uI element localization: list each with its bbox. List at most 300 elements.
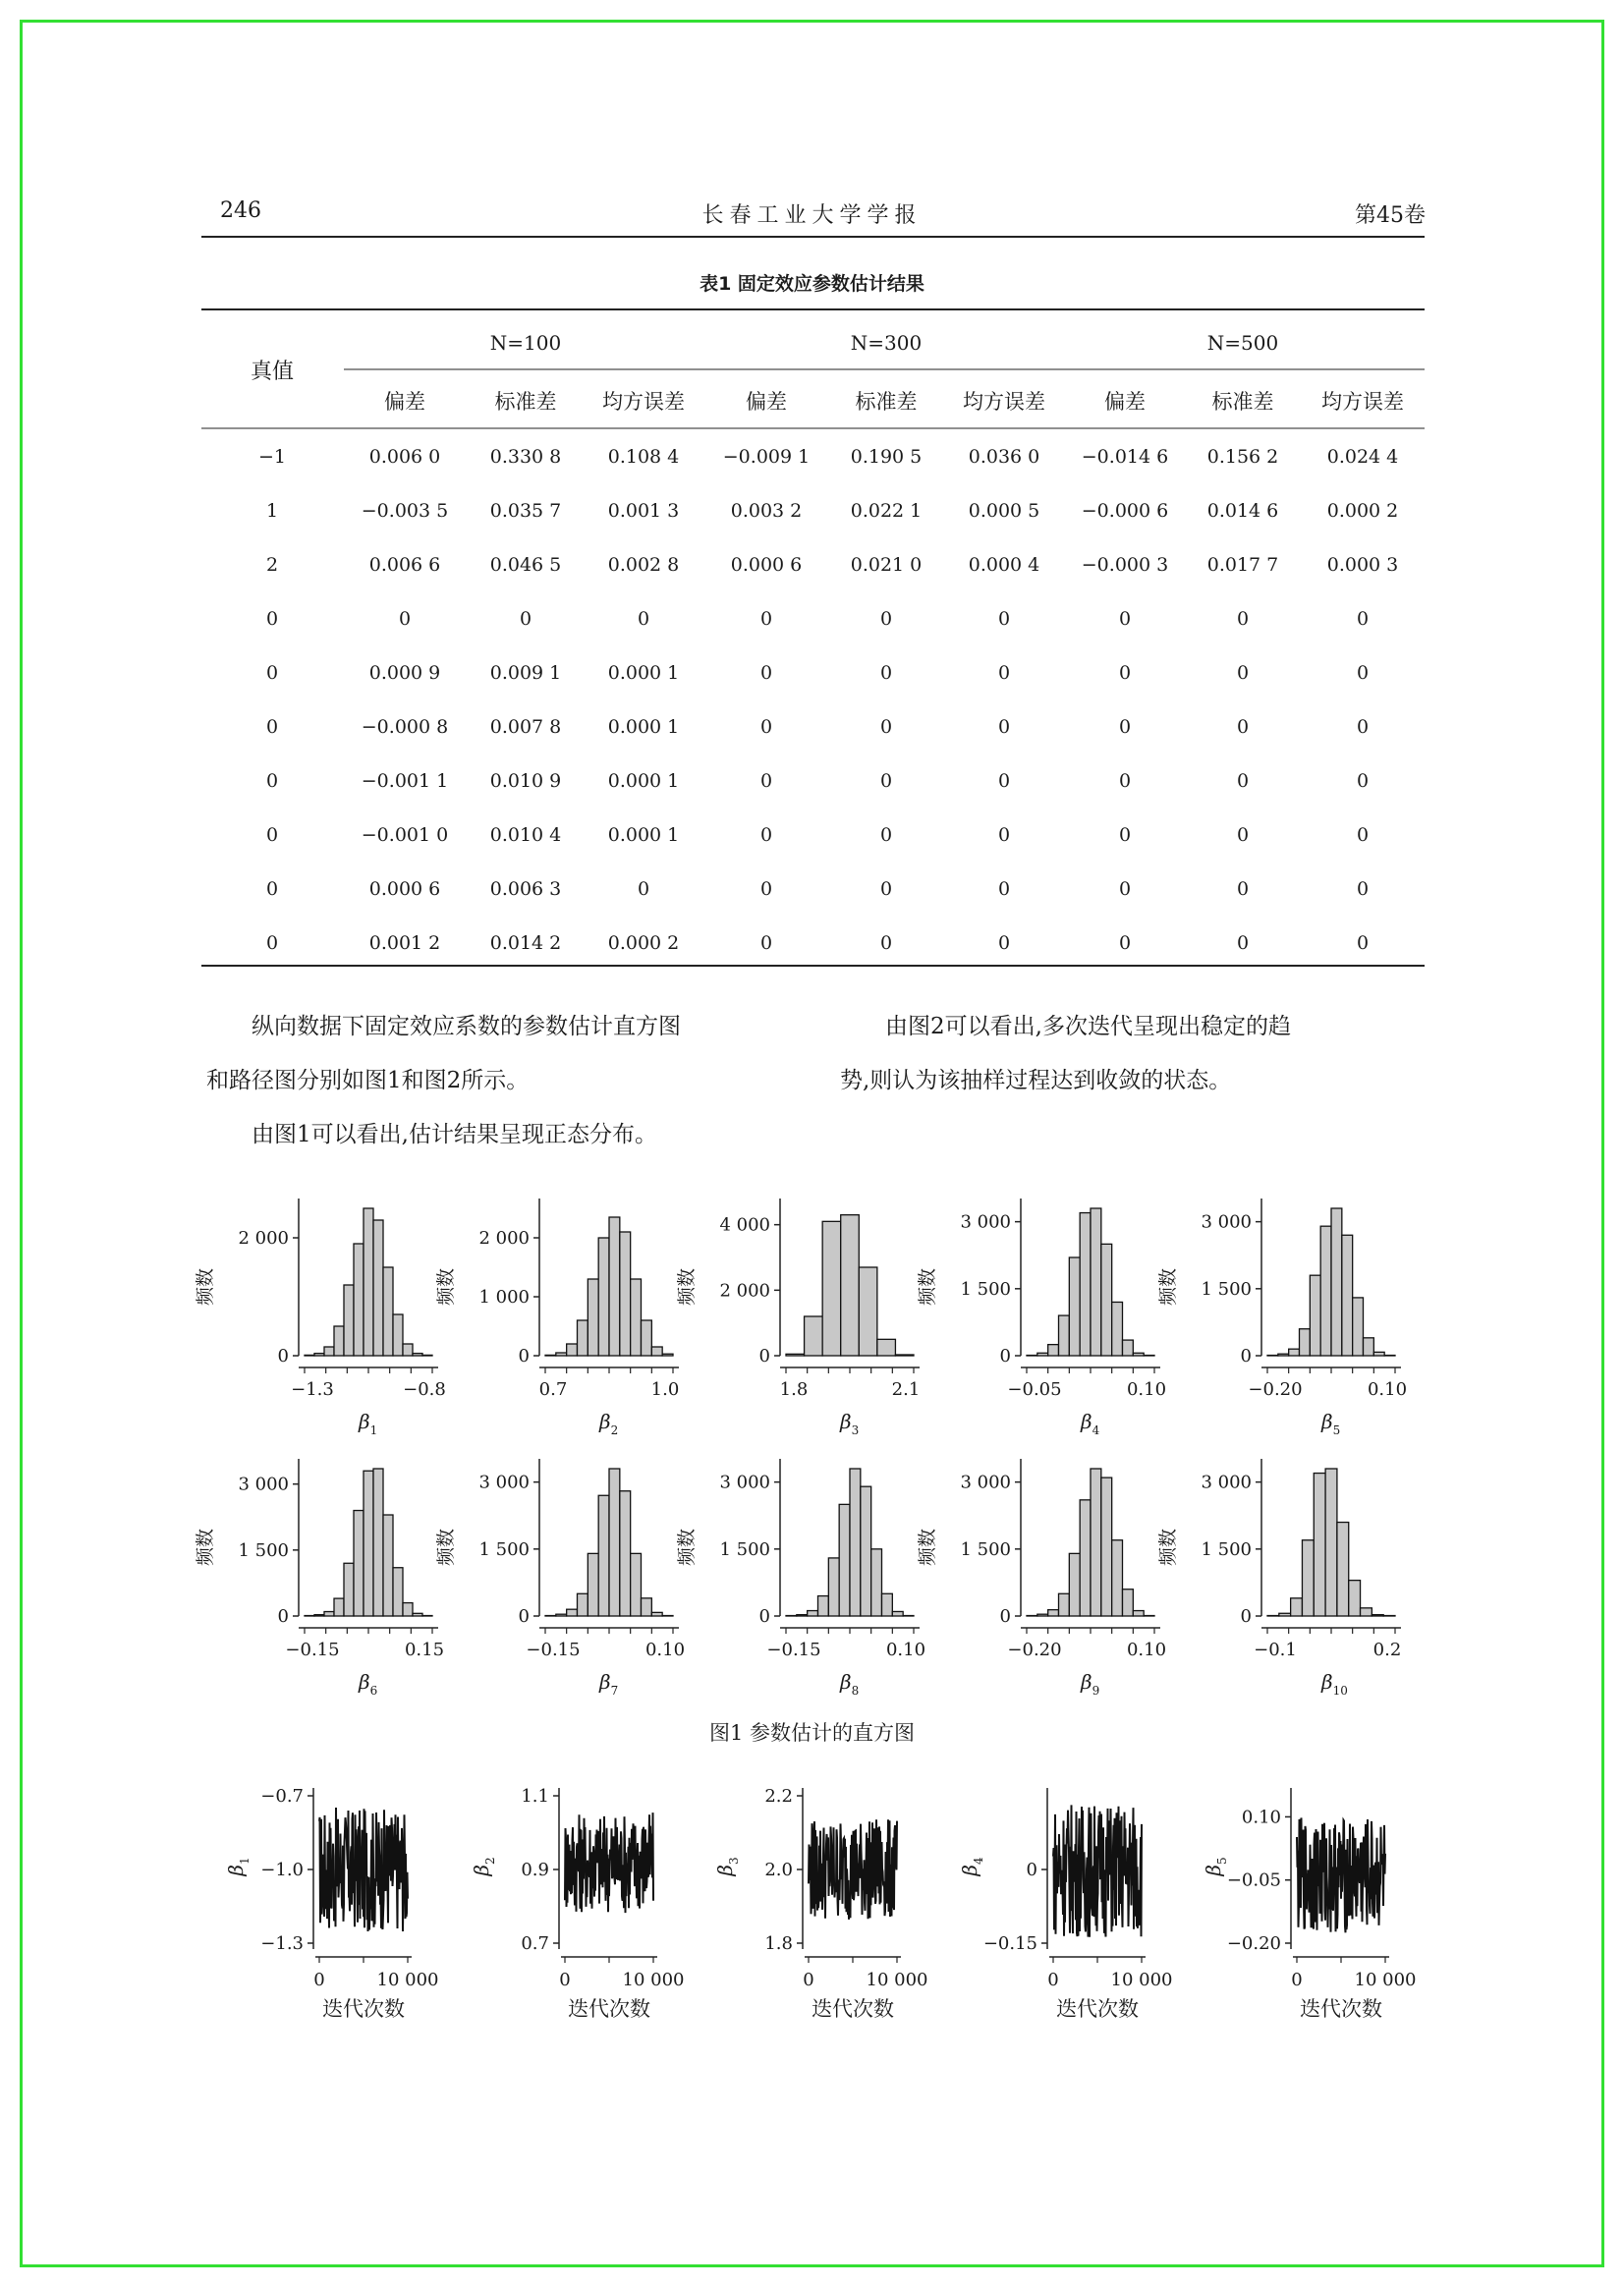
table-cell: 0.000 3 xyxy=(1326,554,1399,576)
trace-ylabel-subscript: 3 xyxy=(727,1857,741,1866)
histogram-bar xyxy=(1337,1523,1349,1616)
table-cell: 0 xyxy=(759,824,773,846)
histogram-xlabel-subscript: 10 xyxy=(1332,1684,1348,1698)
histogram-panel xyxy=(195,1199,446,1437)
histogram-y-tick-label: 3 000 xyxy=(478,1472,530,1493)
histogram-figure xyxy=(0,1189,1624,1698)
table-cell: −0.009 1 xyxy=(722,446,811,468)
histogram-bar xyxy=(1353,1298,1364,1356)
table-cell: 0 xyxy=(1118,932,1132,954)
table-cell: 0 xyxy=(1356,716,1370,738)
histogram-bar xyxy=(1112,1540,1123,1616)
histogram-ylabel: 频数 xyxy=(1157,1267,1179,1307)
histogram-bar xyxy=(631,1279,642,1356)
table-cell: 0 xyxy=(1118,608,1132,630)
histogram-bar xyxy=(1372,1615,1383,1616)
table-true-value: 2 xyxy=(265,554,279,576)
histogram-x-tick-label: −0.15 xyxy=(766,1640,821,1660)
histogram-bar xyxy=(1302,1540,1314,1616)
table-cell: 0 xyxy=(1356,770,1370,792)
histogram-panel xyxy=(1157,1199,1407,1437)
histogram-y-tick-label: 0 xyxy=(277,1606,289,1627)
histogram-bar xyxy=(588,1279,598,1356)
histogram-bar xyxy=(892,1611,903,1616)
table-cell: 0.000 2 xyxy=(1326,500,1399,522)
histogram-xlabel: $\beta_1$ xyxy=(359,1410,378,1437)
table-cell: 0 xyxy=(1118,878,1132,900)
histogram-ylabel: 频数 xyxy=(676,1528,698,1567)
histogram-xlabel: $\beta_6$ xyxy=(359,1670,378,1698)
histogram-ylabel: 频数 xyxy=(676,1267,698,1307)
table-cell: 0.014 2 xyxy=(489,932,562,954)
table-true-value: −1 xyxy=(257,446,287,468)
trace-y-tick-label: 0.10 xyxy=(1241,1807,1281,1828)
trace-y-tick-label: −0.05 xyxy=(1226,1869,1281,1891)
histogram-bar xyxy=(567,1609,578,1616)
histogram-bar xyxy=(1048,1610,1059,1616)
table-cell: 0 xyxy=(637,878,650,900)
histogram-bar xyxy=(1101,1244,1112,1356)
histogram-bar xyxy=(1373,1352,1384,1356)
histogram-bar xyxy=(324,1612,334,1616)
table-true-value: 0 xyxy=(265,716,279,738)
table-cell: 0.330 8 xyxy=(489,446,562,468)
trace-x-tick-label: 10 000 xyxy=(376,1970,439,1990)
histogram-y-tick-label: 0 xyxy=(758,1606,770,1627)
table-cell: 0 xyxy=(879,932,893,954)
histogram-x-tick-label: 0.10 xyxy=(644,1640,686,1660)
trace-panel xyxy=(470,1786,684,2021)
table-true-value: 0 xyxy=(265,770,279,792)
trace-x-tick-label: 10 000 xyxy=(622,1970,685,1990)
table-cell: 0.010 9 xyxy=(489,770,562,792)
table-cell: 0.024 4 xyxy=(1326,446,1399,468)
trace-y-tick-label: 2.0 xyxy=(764,1860,793,1880)
histogram-bar xyxy=(413,1354,422,1356)
histogram-y-tick-label: 0 xyxy=(1240,1346,1252,1367)
histogram-y-tick-label: 1 000 xyxy=(478,1287,530,1308)
table-row-header: 真值 xyxy=(250,360,295,384)
histogram-y-tick-label: 1 500 xyxy=(960,1278,1011,1300)
table-cell: 0 xyxy=(879,662,893,684)
header-rule xyxy=(201,236,1425,238)
histogram-bar xyxy=(324,1347,334,1356)
histogram-x-tick-label: −0.8 xyxy=(403,1379,446,1400)
histogram-bar xyxy=(1101,1478,1112,1616)
table-subheader: 标准差 xyxy=(494,390,557,414)
histogram-bar xyxy=(598,1495,609,1616)
table-cell: 0 xyxy=(759,662,773,684)
histogram-y-tick-label: 0 xyxy=(518,1346,530,1367)
body-line: 由图1可以看出,估计结果呈现正态分布。 xyxy=(252,1122,657,1147)
histogram-bar xyxy=(556,1353,567,1356)
histogram-x-tick-label: 0.7 xyxy=(538,1379,568,1400)
table-cell: 0 xyxy=(997,608,1011,630)
histogram-bar xyxy=(861,1486,871,1616)
histogram-x-tick-label: −0.1 xyxy=(1254,1640,1297,1660)
histogram-bar xyxy=(1325,1469,1337,1616)
histogram-bar xyxy=(1080,1500,1091,1616)
table-cell: 0 xyxy=(997,878,1011,900)
histogram-xlabel-subscript: 4 xyxy=(1092,1423,1100,1437)
trace-ylabel-subscript: 5 xyxy=(1215,1857,1229,1866)
histogram-bar xyxy=(828,1558,839,1616)
histogram-bar xyxy=(786,1354,805,1356)
histogram-bar xyxy=(882,1593,893,1616)
histogram-bar xyxy=(1037,1353,1048,1356)
table-cell: 0.035 7 xyxy=(489,500,562,522)
histogram-x-tick-label: −0.20 xyxy=(1007,1640,1062,1660)
trace-x-tick-label: 10 000 xyxy=(866,1970,928,1990)
table-cell: 0.156 2 xyxy=(1206,446,1279,468)
histogram-panel xyxy=(1157,1459,1401,1698)
body-line: 势,则认为该抽样过程达到收敛的状态。 xyxy=(840,1068,1232,1093)
histogram-bar xyxy=(364,1471,373,1616)
table-cell: 0.003 2 xyxy=(730,500,803,522)
histogram-bar xyxy=(805,1316,823,1356)
histogram-x-tick-label: 0.2 xyxy=(1372,1640,1402,1660)
table-cell: 0.000 1 xyxy=(607,770,680,792)
trace-y-tick-label: 0.7 xyxy=(521,1933,549,1954)
table-cell: 0 xyxy=(1236,716,1250,738)
table-cell: 0 xyxy=(879,716,893,738)
table-cell: −0.003 5 xyxy=(361,500,449,522)
histogram-bar xyxy=(620,1232,631,1356)
table-caption: 表1 固定效应参数估计结果 xyxy=(700,273,924,295)
histogram-bar xyxy=(373,1469,383,1616)
table-cell: 0 xyxy=(1236,932,1250,954)
table-cell: 0 xyxy=(759,932,773,954)
histogram-y-tick-label: 4 000 xyxy=(719,1214,770,1236)
histogram-xlabel-subscript: 9 xyxy=(1092,1684,1100,1698)
histogram-bar xyxy=(620,1491,631,1616)
histogram-bar xyxy=(651,1612,662,1616)
histogram-bar xyxy=(383,1515,393,1616)
histogram-y-tick-label: 0 xyxy=(758,1346,770,1367)
histogram-bar xyxy=(1123,1590,1134,1616)
trace-line xyxy=(565,1813,653,1913)
histogram-bar xyxy=(383,1267,393,1356)
table-cell: −0.001 1 xyxy=(361,770,449,792)
table-group-header: N=300 xyxy=(850,331,923,355)
table-cell: 0.009 1 xyxy=(489,662,562,684)
histogram-bar xyxy=(1069,1257,1080,1356)
histogram-y-tick-label: 2 000 xyxy=(719,1280,770,1302)
histogram-bar xyxy=(588,1553,598,1616)
table-cell: 0.036 0 xyxy=(968,446,1040,468)
trace-ylabel-subscript: 4 xyxy=(972,1857,985,1866)
histogram-ylabel: 频数 xyxy=(195,1267,216,1307)
histogram-y-tick-label: 1 500 xyxy=(960,1538,1011,1560)
table-cell: 0 xyxy=(997,932,1011,954)
histogram-xlabel: $\beta_4$ xyxy=(1081,1410,1100,1437)
trace-y-tick-label: −1.0 xyxy=(260,1860,304,1880)
histogram-panel xyxy=(435,1459,685,1698)
histogram-bar xyxy=(1133,1353,1144,1356)
histogram-x-tick-label: −0.20 xyxy=(1248,1379,1303,1400)
table-subheader: 标准差 xyxy=(1211,390,1274,414)
table-cell: 0.014 6 xyxy=(1206,500,1279,522)
journal-title: 长春工业大学学报 xyxy=(701,203,923,228)
table-cell: 0 xyxy=(879,824,893,846)
trace-figure xyxy=(0,1768,1624,2043)
histogram-bar xyxy=(1123,1340,1134,1356)
trace-panel xyxy=(958,1788,1172,2021)
histogram-y-tick-label: 1 500 xyxy=(478,1538,530,1560)
histogram-x-tick-label: 0.15 xyxy=(404,1640,445,1660)
histogram-xlabel-subscript: 7 xyxy=(610,1684,619,1698)
histogram-bar xyxy=(344,1285,354,1356)
table-true-value: 0 xyxy=(265,824,279,846)
body-line: 纵向数据下固定效应系数的参数估计直方图 xyxy=(252,1014,681,1039)
trace-y-tick-label: 1.1 xyxy=(521,1786,549,1807)
table-subheader: 偏差 xyxy=(746,390,787,414)
table-subheader: 均方误差 xyxy=(963,390,1045,414)
histogram-bar xyxy=(334,1598,344,1616)
table-cell: 0 xyxy=(1118,824,1132,846)
histogram-y-tick-label: 0 xyxy=(999,1346,1011,1367)
trace-panel xyxy=(1202,1788,1416,2021)
trace-line xyxy=(1053,1805,1142,1936)
trace-y-tick-label: 2.2 xyxy=(764,1786,793,1807)
histogram-xlabel: $\beta_7$ xyxy=(599,1670,619,1698)
histogram-panel xyxy=(917,1459,1166,1698)
histogram-bar xyxy=(314,1354,324,1356)
histogram-bar xyxy=(393,1314,403,1356)
table-cell: 0 xyxy=(1118,770,1132,792)
histogram-bar xyxy=(1291,1598,1303,1616)
histogram-y-tick-label: 0 xyxy=(999,1606,1011,1627)
table-cell: −0.000 8 xyxy=(361,716,449,738)
trace-ylabel: $\beta_5$ xyxy=(1202,1857,1229,1876)
table-cell: 0 xyxy=(637,608,650,630)
table-cell: 0 xyxy=(1236,608,1250,630)
table-cell: 0.007 8 xyxy=(489,716,562,738)
table-cell: 0 xyxy=(1118,716,1132,738)
table-cell: 0.006 3 xyxy=(489,878,562,900)
histogram-xlabel-subscript: 5 xyxy=(1332,1423,1341,1437)
histogram-y-tick-label: 3 000 xyxy=(960,1211,1011,1233)
histogram-y-tick-label: 0 xyxy=(518,1606,530,1627)
table-cell: 0.006 0 xyxy=(368,446,441,468)
histogram-y-tick-label: 3 000 xyxy=(719,1472,770,1493)
histogram-bar xyxy=(1342,1235,1353,1356)
table-true-value: 1 xyxy=(265,500,279,522)
histogram-y-tick-label: 1 500 xyxy=(719,1538,770,1560)
histogram-x-tick-label: −0.05 xyxy=(1007,1379,1062,1400)
trace-x-tick-label: 0 xyxy=(1291,1970,1303,1990)
histogram-bar xyxy=(1331,1208,1342,1356)
histogram-bar xyxy=(662,1354,673,1356)
histogram-x-tick-label: 0.10 xyxy=(1367,1379,1408,1400)
table-cell: 0.000 5 xyxy=(968,500,1040,522)
histogram-bar xyxy=(1048,1345,1059,1356)
trace-line xyxy=(809,1819,897,1920)
histogram-x-tick-label: −1.3 xyxy=(291,1379,334,1400)
page-number: 246 xyxy=(220,198,261,223)
body-left-column xyxy=(206,1000,796,1162)
histogram-xlabel-subscript: 1 xyxy=(369,1423,378,1437)
histogram-bar xyxy=(567,1344,578,1356)
table-cell: 0.010 4 xyxy=(489,824,562,846)
histogram-x-tick-label: −0.15 xyxy=(526,1640,581,1660)
histogram-xlabel: $\beta_3$ xyxy=(840,1410,860,1437)
table-cell: −0.000 3 xyxy=(1081,554,1169,576)
trace-xlabel: 迭代次数 xyxy=(812,1997,894,2021)
histogram-y-tick-label: 0 xyxy=(277,1346,289,1367)
table-cell: 0.021 0 xyxy=(850,554,923,576)
table-cell: 0.000 4 xyxy=(968,554,1040,576)
histogram-ylabel: 频数 xyxy=(435,1528,457,1567)
histogram-y-tick-label: 3 000 xyxy=(1201,1211,1252,1233)
histogram-panel xyxy=(676,1459,925,1698)
table-cell: 0 xyxy=(879,608,893,630)
trace-y-tick-label: −1.3 xyxy=(260,1933,304,1954)
histogram-ylabel: 频数 xyxy=(917,1267,938,1307)
histogram-bar xyxy=(1091,1469,1101,1616)
table-cell: 0 xyxy=(759,608,773,630)
histogram-y-tick-label: 1 500 xyxy=(238,1539,289,1561)
figure1-caption: 图1 参数估计的直方图 xyxy=(708,1721,916,1745)
trace-x-tick-label: 0 xyxy=(559,1970,571,1990)
histogram-y-tick-label: 2 000 xyxy=(238,1228,289,1249)
histogram-panel xyxy=(676,1199,920,1437)
histogram-bar xyxy=(1349,1581,1361,1616)
trace-x-tick-label: 0 xyxy=(1047,1970,1059,1990)
table-true-value: 0 xyxy=(265,662,279,684)
trace-y-tick-label: 1.8 xyxy=(764,1933,793,1954)
trace-xlabel: 迭代次数 xyxy=(1300,1997,1382,2021)
table-cell: 0 xyxy=(997,770,1011,792)
table-cell: 0 xyxy=(1356,662,1370,684)
histogram-bar xyxy=(808,1611,818,1616)
histogram-bar xyxy=(642,1320,652,1356)
table-cell: 0.000 1 xyxy=(607,662,680,684)
table-subheader: 均方误差 xyxy=(602,390,685,414)
histogram-panel xyxy=(435,1199,679,1437)
histogram-bar xyxy=(403,1344,413,1356)
histogram-bar xyxy=(631,1553,642,1616)
histogram-bar xyxy=(1278,1354,1289,1356)
trace-y-tick-label: −0.20 xyxy=(1226,1933,1281,1954)
histogram-bar xyxy=(895,1355,914,1356)
table-group-header: N=500 xyxy=(1206,331,1279,355)
table-cell: 0.000 6 xyxy=(368,878,441,900)
trace-x-tick-label: 0 xyxy=(313,1970,325,1990)
histogram-ylabel: 频数 xyxy=(195,1528,216,1567)
table-subheader: 偏差 xyxy=(384,390,425,414)
histogram-bar xyxy=(1289,1349,1300,1356)
trace-x-tick-label: 0 xyxy=(803,1970,814,1990)
table-cell: 0.000 2 xyxy=(607,932,680,954)
trace-xlabel: 迭代次数 xyxy=(1056,1997,1139,2021)
histogram-x-tick-label: 1.8 xyxy=(779,1379,809,1400)
histogram-bar xyxy=(850,1469,861,1616)
histogram-bar xyxy=(1080,1213,1091,1356)
trace-line xyxy=(1297,1817,1385,1932)
histogram-bar xyxy=(841,1215,860,1356)
histogram-bar xyxy=(314,1615,324,1616)
histogram-panel xyxy=(195,1459,444,1698)
histogram-bar xyxy=(403,1603,413,1616)
trace-panel xyxy=(224,1786,438,2021)
histogram-bar xyxy=(1314,1474,1325,1616)
histogram-xlabel: $\beta_9$ xyxy=(1081,1670,1100,1698)
histogram-bar xyxy=(797,1615,808,1616)
histogram-xlabel: $\beta_2$ xyxy=(599,1410,619,1437)
histogram-bar xyxy=(818,1596,829,1616)
trace-panel xyxy=(713,1786,927,2021)
trace-x-tick-label: 10 000 xyxy=(1110,1970,1173,1990)
table-cell: 0 xyxy=(1356,932,1370,954)
histogram-bar xyxy=(334,1326,344,1356)
table-cell: 0 xyxy=(1236,770,1250,792)
histogram-bar xyxy=(609,1469,620,1616)
table-cell: 0 xyxy=(1356,824,1370,846)
histogram-bar xyxy=(1279,1613,1291,1616)
table-cell: 0.108 4 xyxy=(607,446,680,468)
volume-label: 第45卷 xyxy=(1355,203,1426,228)
histogram-bar xyxy=(859,1267,877,1356)
table-cell: 0.190 5 xyxy=(850,446,923,468)
table-cell: 0 xyxy=(759,716,773,738)
table-true-value: 0 xyxy=(265,932,279,954)
table-cell: 0.001 3 xyxy=(607,500,680,522)
histogram-x-tick-label: 0.10 xyxy=(885,1640,926,1660)
histogram-bar xyxy=(642,1598,652,1616)
histogram-panel xyxy=(917,1199,1166,1437)
table-cell: 0.000 1 xyxy=(607,824,680,846)
trace-ylabel: $\beta_1$ xyxy=(224,1857,252,1876)
trace-ylabel-subscript: 2 xyxy=(483,1857,497,1866)
histogram-bar xyxy=(1320,1226,1331,1356)
histogram-bar xyxy=(305,1355,314,1356)
table-cell: 0 xyxy=(759,770,773,792)
histogram-y-tick-label: 3 000 xyxy=(960,1472,1011,1493)
histogram-bar xyxy=(1310,1275,1320,1356)
table-cell: 0.006 6 xyxy=(368,554,441,576)
table-group-header: N=100 xyxy=(489,331,562,355)
histogram-xlabel-subscript: 6 xyxy=(369,1684,378,1698)
table-cell: 0 xyxy=(1356,878,1370,900)
trace-ylabel: $\beta_4$ xyxy=(958,1857,985,1876)
trace-line xyxy=(319,1808,408,1931)
table-cell: 0 xyxy=(997,824,1011,846)
histogram-bar xyxy=(1091,1208,1101,1356)
histogram-bar xyxy=(1069,1553,1080,1616)
trace-x-tick-label: 10 000 xyxy=(1354,1970,1417,1990)
histogram-y-tick-label: 0 xyxy=(1240,1606,1252,1627)
trace-ylabel: $\beta_2$ xyxy=(470,1857,497,1876)
histogram-bar xyxy=(598,1238,609,1356)
histogram-ylabel: 频数 xyxy=(917,1528,938,1567)
table-cell: −0.001 0 xyxy=(361,824,449,846)
histogram-bar xyxy=(1112,1302,1123,1356)
trace-y-tick-label: 0.9 xyxy=(521,1860,549,1880)
table-cell: 0 xyxy=(997,716,1011,738)
table-cell: 0 xyxy=(879,878,893,900)
histogram-bar xyxy=(578,1593,588,1616)
table-cell: 0.000 9 xyxy=(368,662,441,684)
body-line: 由图2可以看出,多次迭代呈现出稳定的趋 xyxy=(885,1014,1291,1039)
table-cell: 0 xyxy=(1236,878,1250,900)
table-cell: 0 xyxy=(879,770,893,792)
histogram-xlabel: $\beta_{10}$ xyxy=(1321,1670,1348,1698)
table-subheader: 均方误差 xyxy=(1321,390,1404,414)
histogram-xlabel-subscript: 2 xyxy=(610,1423,619,1437)
histogram-bar xyxy=(578,1320,588,1356)
histogram-bar xyxy=(839,1504,850,1616)
